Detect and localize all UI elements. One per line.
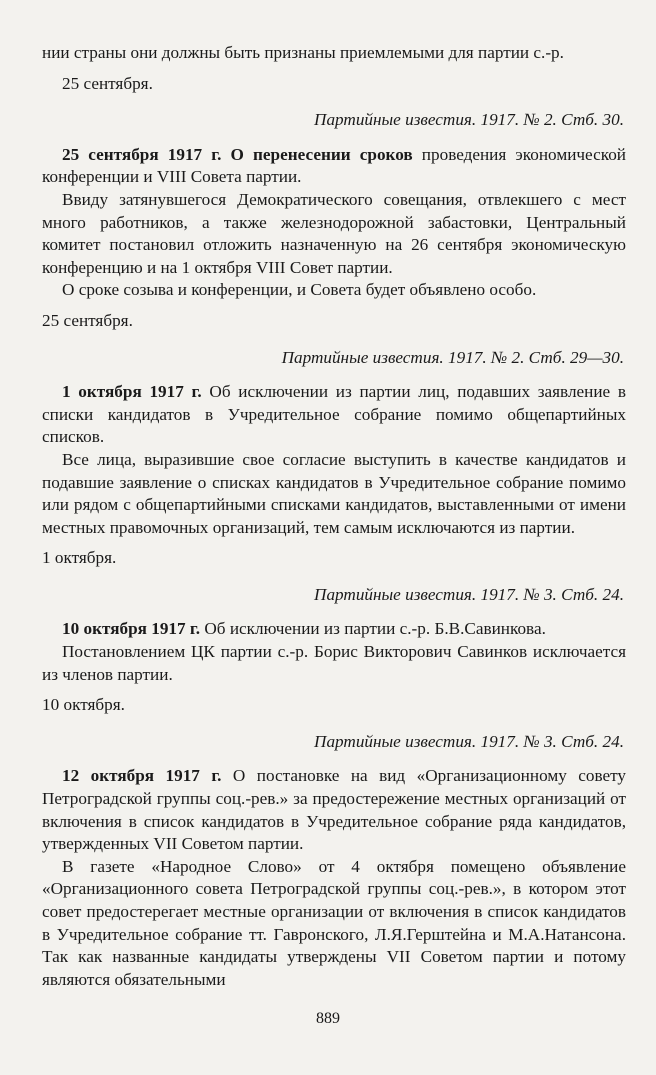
paragraph: Все лица, выразившие свое согласие выступить в качестве кандидатов и подавшие заявление о списках кандидатов в Учредительное собрание помимо или рядом с общепартийными списками кандидатов, выставленными от имени местных правомочных организаций, тем самым исключаются из партии. <box>42 449 626 537</box>
date-line: 25 сентября. <box>42 310 133 330</box>
date-line: 25 сентября. <box>62 73 153 93</box>
paragraph: Постановлением ЦК партии с.-р. Борис Викторович Савинков исключается из членов партии. <box>42 642 626 684</box>
entry-heading <box>42 765 626 855</box>
page-body <box>42 42 626 991</box>
entry-date-title: 1 октября 1917 г. <box>62 382 202 402</box>
paragraph: В газете «Народное Слово» от 4 октября помещено объявление «Организационного совета Петроградской группы соц.-рев.», в котором этот совет предостерегает местные организации от включения в список кандидатов в Учредительное собрание тт. Гавронского, Л.Я.Герштейна и М.А.Натансона. Так как названные кандидаты утверждены VII Советом партии и потому являются обязательными <box>42 856 626 989</box>
source-citation: Партийные известия. 1917. № 2. Стб. 30. <box>314 110 624 130</box>
source-citation: Партийные известия. 1917. № 2. Стб. 29—30. <box>281 347 624 367</box>
date-line: 1 октября. <box>42 548 117 568</box>
entry-heading-rest: Об исключении из партии с.-р. Б.В.Савинкова. <box>200 619 546 639</box>
paragraph: О сроке созыва и конференции, и Совета будет объявлено особо. <box>62 280 537 300</box>
source-citation: Партийные известия. 1917. № 3. Стб. 24. <box>314 584 624 604</box>
date-line: 10 октября. <box>42 695 125 715</box>
entry-date-title: 25 сентября 1917 г. О перенесении сроков <box>62 144 413 164</box>
paragraph: Ввиду затянувшегося Демократического совещания, отвлекшего с мест много работников, а также железнодорожной забастовки, Центральный комитет постановил отложить назначенную на 26 сентября экономическую конференцию и на 1 октября VIII Совет партии. <box>42 189 626 277</box>
source-citation: Партийные известия. 1917. № 3. Стб. 24. <box>314 731 624 751</box>
page-number: 889 <box>316 1010 340 1027</box>
paragraph: нии страны они должны быть признаны приемлемыми для партии с.-р. <box>42 43 564 62</box>
entry-heading <box>42 618 626 641</box>
entry-heading <box>42 381 626 449</box>
entry-date-title: 10 октября 1917 г. <box>62 619 201 639</box>
entry-date-title: 12 октября 1917 г. <box>62 766 222 786</box>
entry-heading-rest: Об исключении из партии лиц, подавших заявление в списки кандидатов в Учредительное собрание помимо общепартийных списков. <box>42 382 626 447</box>
entry-heading <box>42 144 626 189</box>
entry-heading-rest: проведения экономической конференции и VIII Совета партии. <box>42 144 626 187</box>
entry-heading-rest: О постановке на вид «Организационному совету Петроградской группы соц.-рев.» за предостережение местных организаций от включения в список кандидатов в Учредительное собрание ряда кандидатов, утвержденных VII Советом партии. <box>42 766 626 854</box>
